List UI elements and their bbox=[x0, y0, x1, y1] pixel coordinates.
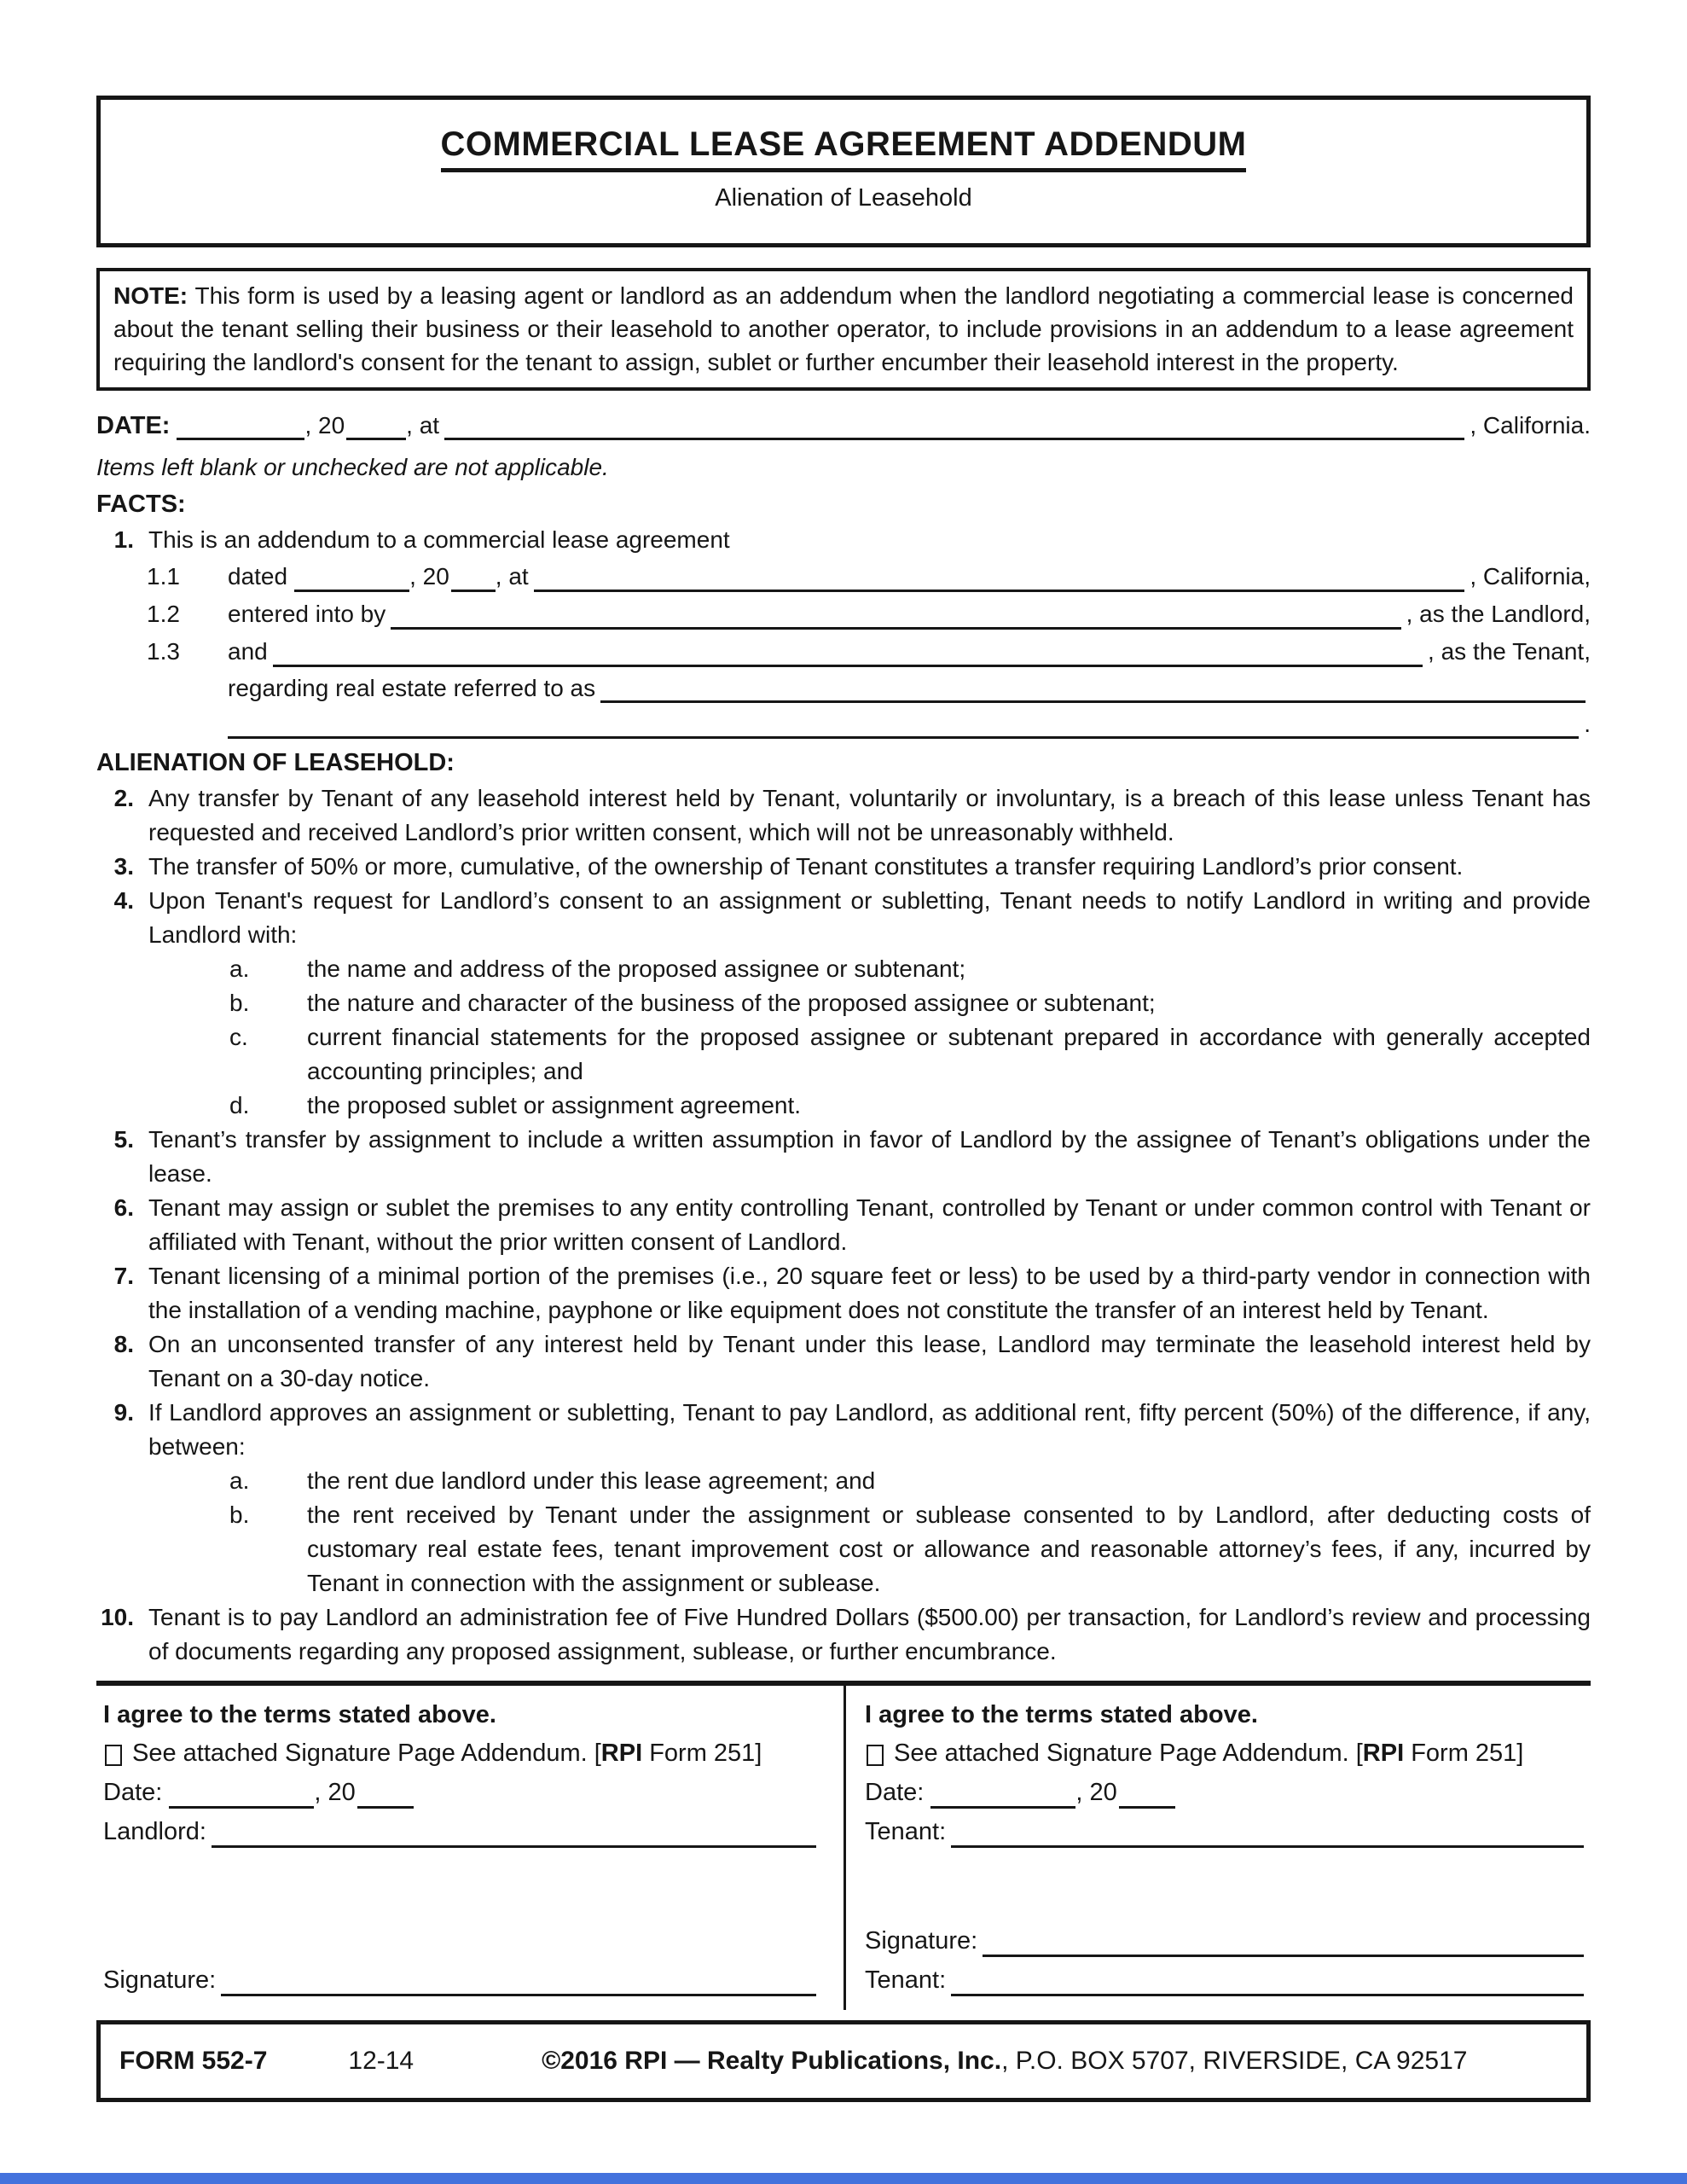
clause-text: Tenant may assign or sublet the premises to any entity controlling Tenant, controlled by Tenant or under common control with Tenant or affiliated with Tenant, without the prior written consent of Landlord. bbox=[148, 1194, 1591, 1255]
year-blank-field[interactable] bbox=[346, 411, 406, 440]
landlord-signature-block bbox=[96, 1686, 844, 2010]
tenant-label: Tenant: bbox=[865, 1818, 947, 1845]
sub-text: current financial statements for the proposed assignee or subtenant prepared in accordance with generally accepted accounting principles; and bbox=[307, 1024, 1591, 1084]
fact-sub-end: , as the Landlord, bbox=[1406, 601, 1591, 627]
tenant-signature-block bbox=[844, 1686, 1591, 2010]
dated-blank-field[interactable] bbox=[294, 563, 409, 592]
clause-6 bbox=[96, 1191, 1591, 1259]
fact-sub-number: 1.1 bbox=[147, 563, 180, 590]
clause-3 bbox=[96, 850, 1591, 884]
attachment-row bbox=[865, 1734, 1589, 1773]
landlord-date-row bbox=[103, 1773, 821, 1812]
date-blank-field[interactable] bbox=[930, 1780, 1075, 1809]
landlord-name-blank-field[interactable] bbox=[212, 1819, 816, 1848]
clause-text: If Landlord approves an assignment or subletting, Tenant to pay Landlord, as additional rent, fifty percent (50%) of the difference, if any, between: bbox=[148, 1399, 1591, 1460]
attachment-text-end: Form 251] bbox=[642, 1740, 762, 1767]
clause-4-sub-c bbox=[96, 1020, 1591, 1089]
attachment-rpi: RPI bbox=[1362, 1740, 1405, 1767]
clause-2 bbox=[96, 781, 1591, 850]
clause-text: Tenant licensing of a minimal portion of the premises (i.e., 20 square feet or less) to be used by a third-party vendor in connection with the installation of a vending machine, payphone or like equipment does not constitute the transfer of an interest held by Tenant. bbox=[148, 1263, 1591, 1323]
landlord-signature-row bbox=[103, 1960, 821, 2000]
clause-9-sub-a bbox=[96, 1464, 1591, 1498]
landlord-signature-bottom bbox=[103, 1960, 821, 2000]
note-label: NOTE: bbox=[113, 282, 188, 309]
clause-text: Tenant is to pay Landlord an administration fee of Five Hundred Dollars ($500.00) per transaction, for Landlord’s review and processing of documents regarding any proposed assignment, sublease, or further encumbrance. bbox=[148, 1604, 1591, 1664]
date-line bbox=[96, 408, 1591, 444]
agree-statement: I agree to the terms stated above. bbox=[103, 1701, 496, 1728]
fact-sub-end: , California, bbox=[1470, 563, 1591, 590]
fact-end-period: . bbox=[1584, 711, 1591, 737]
clause-10 bbox=[96, 1600, 1591, 1669]
fact-sub-mid2: , at bbox=[495, 563, 529, 590]
landlord-label: Landlord: bbox=[103, 1818, 206, 1845]
clause-number: 10. bbox=[101, 1604, 134, 1630]
clause-number: 9. bbox=[113, 1399, 134, 1426]
page-subtitle: Alienation of Leasehold bbox=[715, 184, 972, 212]
fact-item-1-1 bbox=[96, 558, 1591, 595]
date-blank-field[interactable] bbox=[169, 1780, 314, 1809]
tenant-name-blank-field[interactable] bbox=[951, 1819, 1584, 1848]
copyright-publisher: ©2016 RPI — Realty Publications, Inc. bbox=[542, 2047, 1002, 2075]
city-blank-field[interactable] bbox=[444, 411, 1464, 440]
agree-statement: I agree to the terms stated above. bbox=[865, 1701, 1258, 1728]
fact-sub-pre: dated bbox=[228, 563, 288, 590]
sub-text: the name and address of the proposed assignee or subtenant; bbox=[307, 956, 966, 982]
attachment-rpi: RPI bbox=[600, 1740, 643, 1767]
clause-number: 8. bbox=[113, 1331, 134, 1357]
fact-sub-pre: and bbox=[228, 638, 268, 665]
landlord-name-row bbox=[103, 1812, 821, 1851]
tenant-signature-bottom bbox=[865, 1921, 1589, 2000]
year-blank-field[interactable] bbox=[357, 1780, 414, 1809]
tenant-signature-row bbox=[865, 1921, 1589, 1960]
tenant-date-row bbox=[865, 1773, 1589, 1812]
form-number: FORM 552-7 bbox=[119, 2047, 268, 2075]
date-end: , California. bbox=[1470, 412, 1591, 439]
attachment-text: See attached Signature Page Addendum. [ bbox=[132, 1740, 601, 1767]
date-mid2: , at bbox=[406, 412, 440, 439]
checkbox-icon[interactable] bbox=[105, 1745, 122, 1766]
clause-9-sub-b bbox=[96, 1498, 1591, 1600]
tenant-name-row-2 bbox=[865, 1960, 1589, 2000]
date-label: Date: bbox=[103, 1779, 163, 1806]
tenant-label: Tenant: bbox=[865, 1966, 947, 1994]
year-blank-field[interactable] bbox=[451, 563, 496, 592]
clause-4-sub-d bbox=[96, 1089, 1591, 1123]
clause-number: 4. bbox=[113, 887, 134, 914]
fact-sub-mid1: , 20 bbox=[409, 563, 449, 590]
copyright-text bbox=[542, 2047, 1467, 2076]
sub-letter: a. bbox=[229, 1467, 250, 1494]
clause-8 bbox=[96, 1327, 1591, 1396]
signature-label: Signature: bbox=[865, 1927, 978, 1955]
clause-number: 6. bbox=[113, 1194, 134, 1221]
signature-section bbox=[96, 1681, 1591, 2010]
sub-text: the proposed sublet or assignment agreement. bbox=[307, 1092, 802, 1118]
fact-sub-number: 1.3 bbox=[147, 638, 180, 665]
attachment-text-end: Form 251] bbox=[1404, 1740, 1524, 1767]
signature-label: Signature: bbox=[103, 1966, 217, 1994]
clause-text: On an unconsented transfer of any interest held by Tenant under this lease, Landlord may terminate the leasehold interest held by Tenant on a 30-day notice. bbox=[148, 1331, 1591, 1391]
clause-4-sub-b bbox=[96, 986, 1591, 1020]
clause-number: 5. bbox=[113, 1126, 134, 1153]
date-mid: , 20 bbox=[314, 1779, 356, 1806]
regarding-label: regarding real estate referred to as bbox=[228, 675, 596, 701]
clause-number: 3. bbox=[113, 853, 134, 880]
clause-text: Any transfer by Tenant of any leasehold interest held by Tenant, voluntarily or involuntary, is a breach of this lease unless Tenant has requested and received Landlord’s prior written consent, which will not be unreasonably withheld. bbox=[148, 785, 1591, 845]
property-blank-field-2[interactable] bbox=[228, 710, 1579, 739]
year-blank-field[interactable] bbox=[1119, 1780, 1175, 1809]
fact-continuation-line-2 bbox=[96, 706, 1591, 742]
sub-letter: d. bbox=[229, 1092, 250, 1118]
date-mid: , 20 bbox=[1075, 1779, 1117, 1806]
property-blank-field[interactable] bbox=[600, 674, 1586, 703]
fact-text: This is an addendum to a commercial lease agreement bbox=[148, 526, 730, 553]
title-box bbox=[96, 96, 1591, 247]
clause-text: Upon Tenant's request for Landlord’s consent to an assignment or subletting, Tenant needs to notify Landlord in writing and provide Landlord with: bbox=[148, 887, 1591, 948]
sub-text: the nature and character of the business of the proposed assignee or subtenant; bbox=[307, 990, 1156, 1016]
date-label: Date: bbox=[865, 1779, 925, 1806]
instruction-text: Items left blank or unchecked are not applicable. bbox=[96, 454, 609, 480]
sub-letter: c. bbox=[229, 1024, 248, 1050]
copyright-address: , P.O. BOX 5707, RIVERSIDE, CA 92517 bbox=[1001, 2047, 1468, 2075]
clause-text: Tenant’s transfer by assignment to include a written assumption in favor of Landlord by the assignee of Tenant’s obligations under the lease. bbox=[148, 1126, 1591, 1187]
fact-item-1 bbox=[96, 522, 1591, 558]
date-mid1: , 20 bbox=[304, 412, 345, 439]
date-blank-field[interactable] bbox=[177, 411, 304, 440]
tenant-name-row bbox=[865, 1812, 1589, 1851]
clause-5 bbox=[96, 1123, 1591, 1191]
fact-sub-end: , as the Tenant, bbox=[1428, 638, 1591, 665]
form-revision: 12-14 bbox=[348, 2047, 415, 2075]
facts-heading: FACTS: bbox=[96, 491, 186, 518]
note-box bbox=[96, 268, 1591, 391]
clause-9 bbox=[96, 1396, 1591, 1464]
attachment-row bbox=[103, 1734, 821, 1773]
fact-continuation-line bbox=[96, 671, 1591, 706]
attachment-text: See attached Signature Page Addendum. [ bbox=[894, 1740, 1363, 1767]
clause-number: 2. bbox=[113, 785, 134, 811]
fact-sub-number: 1.2 bbox=[147, 601, 180, 627]
tenant-signature-blank-field[interactable] bbox=[983, 1928, 1584, 1957]
alienation-heading: ALIENATION OF LEASEHOLD: bbox=[96, 749, 455, 776]
checkbox-icon[interactable] bbox=[867, 1745, 884, 1766]
landlord-signature-blank-field[interactable] bbox=[221, 1967, 816, 1996]
clause-7 bbox=[96, 1259, 1591, 1327]
footer-box bbox=[96, 2020, 1591, 2102]
clause-4 bbox=[96, 884, 1591, 952]
sub-text: the rent due landlord under this lease agreement; and bbox=[307, 1467, 876, 1494]
sub-text: the rent received by Tenant under the assignment or sublease consented to by Landlord, after deducting costs of customary real estate fees, tenant improvement cost or allowance and reasonable attorney’s fees, if any, incurred by Tenant in connection with the assignment or sublease. bbox=[307, 1502, 1591, 1596]
clause-text: The transfer of 50% or more, cumulative, of the ownership of Tenant constitutes a transfer requiring Landlord’s prior consent. bbox=[148, 853, 1464, 880]
note-text: This form is used by a leasing agent or landlord as an addendum when the landlord negotiating a commercial lease is concerned about the tenant selling their business or their leasehold to another operator, to include provisions in an addendum to a lease agreement requiring the landlord's consent for the tenant to assign, sublet or further encumber their leasehold interest in the property. bbox=[113, 282, 1574, 375]
fact-number: 1. bbox=[113, 526, 134, 553]
fact-item-1-3 bbox=[96, 633, 1591, 671]
landlord-name-blank-field[interactable] bbox=[391, 601, 1400, 630]
bottom-accent-bar bbox=[0, 2173, 1687, 2184]
fact-sub-pre: entered into by bbox=[228, 601, 386, 627]
sub-letter: a. bbox=[229, 956, 250, 982]
sub-letter: b. bbox=[229, 990, 250, 1016]
date-label: DATE: bbox=[96, 412, 171, 439]
clause-4-sub-a bbox=[96, 952, 1591, 986]
city-blank-field[interactable] bbox=[534, 563, 1465, 592]
tenant-name-blank-field[interactable] bbox=[273, 638, 1423, 667]
fact-item-1-2 bbox=[96, 595, 1591, 633]
tenant-name-blank-field-2[interactable] bbox=[951, 1967, 1584, 1996]
sub-letter: b. bbox=[229, 1502, 250, 1528]
page-title: COMMERCIAL LEASE AGREEMENT ADDENDUM bbox=[441, 125, 1247, 172]
clause-number: 7. bbox=[113, 1263, 134, 1289]
